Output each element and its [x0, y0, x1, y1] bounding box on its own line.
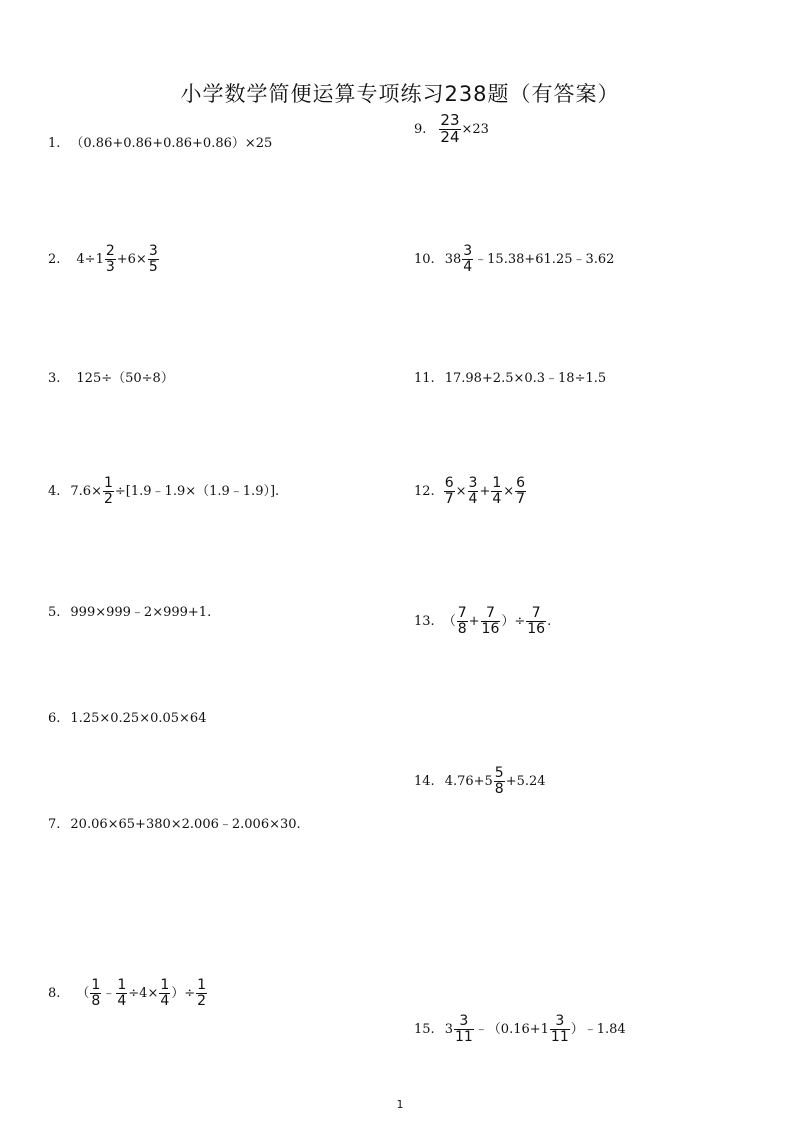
expression-part: 38: [444, 251, 462, 267]
problem-6: [48, 712, 206, 725]
expression: 17.98+2.5×0.3﹣18÷1.5: [444, 371, 607, 386]
fraction: $\frac{1}{2}$: [197, 977, 207, 1009]
problem-8: [48, 978, 208, 1008]
problem-2: [48, 244, 160, 274]
expression-part: +5.24: [505, 773, 546, 789]
problem-9: [414, 113, 489, 146]
expression: 125÷（50÷8）: [76, 371, 174, 386]
fraction: $\frac{5}{8}$: [494, 765, 504, 797]
fraction: $\frac{2}{3}$: [105, 243, 115, 275]
expression-part: ）÷: [171, 985, 196, 1001]
expression: （0.86+0.86+0.86+0.86）×25: [70, 136, 273, 151]
problem-11: [414, 372, 606, 385]
expression-part: +: [479, 483, 491, 499]
fraction: $\frac{3}{5}$: [148, 243, 158, 275]
expression-part: +: [468, 613, 480, 629]
problem-number: 6.: [48, 711, 61, 726]
expression-part: ﹣15.38+61.25﹣3.62: [474, 251, 615, 267]
problem-number: 1.: [48, 136, 61, 151]
expression-part: +6×: [116, 251, 147, 267]
problem-number: 11.: [414, 371, 435, 386]
fraction: $\frac{23}{24}$: [440, 111, 460, 146]
fraction: $\frac{1}{2}$: [103, 475, 113, 507]
expression-part: ×: [503, 483, 515, 499]
fraction: $\frac{6}{7}$: [516, 475, 526, 507]
problem-number: 2.: [48, 251, 61, 267]
expression: 20.06×65+380×2.006﹣2.006×30.: [70, 817, 301, 832]
expression-part: 3: [444, 1021, 453, 1037]
expression-part: .: [547, 613, 552, 629]
problem-15: [414, 1014, 626, 1044]
expression-part: 4÷1: [76, 251, 104, 267]
problem-4: [48, 476, 279, 506]
problem-number: 3.: [48, 371, 61, 386]
fraction: $\frac{6}{7}$: [444, 475, 454, 507]
expression-part: ×: [455, 483, 467, 499]
expression-part: ÷[1.9﹣1.9×（1.9﹣1.9）].: [114, 483, 280, 499]
problem-number: 4.: [48, 483, 61, 499]
problem-5: [48, 606, 211, 619]
fraction: $\frac{1}{4}$: [117, 977, 127, 1009]
fraction: $\frac{3}{4}$: [463, 243, 473, 275]
expression-part: 7.6×: [70, 483, 102, 499]
problem-14: [414, 766, 546, 796]
problem-number: 13.: [414, 613, 435, 629]
fraction: $\frac{7}{16}$: [481, 605, 500, 637]
problem-number: 10.: [414, 251, 435, 267]
problem-number: 8.: [48, 985, 61, 1001]
page-number: 1: [396, 1098, 404, 1111]
expression-part: （: [442, 613, 456, 629]
problem-number: 15.: [414, 1021, 435, 1037]
expression-part: ）﹣1.84: [570, 1021, 626, 1037]
fraction: $\frac{1}{4}$: [492, 475, 502, 507]
problem-12: [414, 476, 527, 506]
fraction: $\frac{1}{8}$: [91, 977, 101, 1009]
problem-number: 7.: [48, 817, 61, 832]
problem-number: 5.: [48, 605, 61, 620]
fraction: $\frac{7}{16}$: [527, 605, 546, 637]
fraction: $\frac{3}{11}$: [454, 1013, 473, 1045]
fraction: $\frac{1}{4}$: [160, 977, 170, 1009]
problem-number: 9.: [414, 121, 427, 137]
problem-1: [48, 137, 272, 150]
problem-13: [414, 606, 551, 636]
expression-part: （: [76, 985, 90, 1001]
fraction: $\frac{7}{8}$: [457, 605, 467, 637]
fraction: $\frac{3}{4}$: [468, 475, 478, 507]
problem-3: [48, 372, 174, 385]
expression: 1.25×0.25×0.05×64: [70, 711, 207, 726]
expression-part: ﹣: [102, 985, 116, 1001]
expression: 999×999﹣2×999+1.: [70, 605, 212, 620]
expression-part: ×23: [461, 121, 489, 137]
problem-10: [414, 244, 614, 274]
problem-number: 12.: [414, 483, 435, 499]
expression-part: 4.76+5: [444, 773, 493, 789]
expression-part: ÷4×: [128, 985, 159, 1001]
expression-part: ﹣（0.16+1: [474, 1021, 549, 1037]
expression-part: ）÷: [501, 613, 526, 629]
problem-7: [48, 818, 301, 831]
problem-number: 14.: [414, 773, 435, 789]
fraction: $\frac{3}{11}$: [550, 1013, 569, 1045]
page-title: 小学数学简便运算专项练习238题（有答案）: [180, 82, 620, 106]
